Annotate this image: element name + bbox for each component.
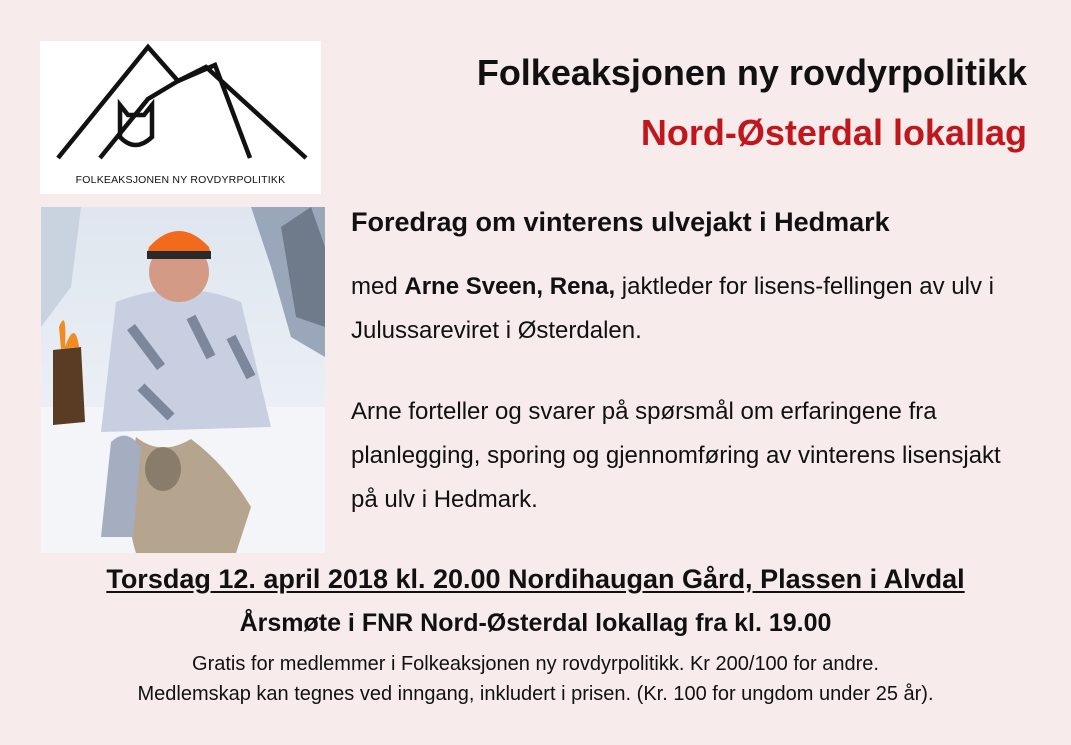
page-title: Folkeaksjonen ny rovdyrpolitikk [476,52,1027,93]
pricing-line-1: Gratis for medlemmer i Folkeaksjonen ny rovdyrpolitikk. Kr 200/100 for andre. [192,653,879,675]
pricing-line-2: Medlemskap kan tegnes ved inngang, inkludert i prisen. (Kr. 100 for ungdom under 25 år). [137,683,934,705]
organization-logo [40,41,321,194]
intro-rest: jaktleder for lisens-fellingen av ulv i Julussareviret i Østerdalen. [351,273,994,344]
speaker-name: Arne Sveen, Rena, [404,273,616,300]
hunter-photo-illustration-icon [41,207,325,553]
talk-description: Arne forteller og svarer på spørsmål om erfaringene fra planlegging, sporing og gjennomføring av vinterens lisensjakt på ulv i Hedmark. [351,398,1001,513]
talk-headline: Foredrag om vinterens ulvejakt i Hedmark [351,207,890,237]
intro-prefix: med [351,273,405,300]
logo-text: FOLKEAKSJONEN NY ROVDYRPOLITIKK [75,174,286,186]
page-subtitle: Nord-Østerdal lokallag [640,112,1027,153]
hunter-with-wolf-photo [41,207,325,553]
annual-meeting-note: Årsmøte i FNR Nord-Østerdal lokallag fra kl. 19.00 [239,609,832,637]
event-date-location [0,564,1071,595]
mountain-wolf-logo-icon [40,41,321,171]
event-date-location-text: Torsdag 12. april 2018 kl. 20.00 Nordihaugan Gård, Plassen i Alvdal [106,564,965,594]
talk-intro [351,265,1011,353]
